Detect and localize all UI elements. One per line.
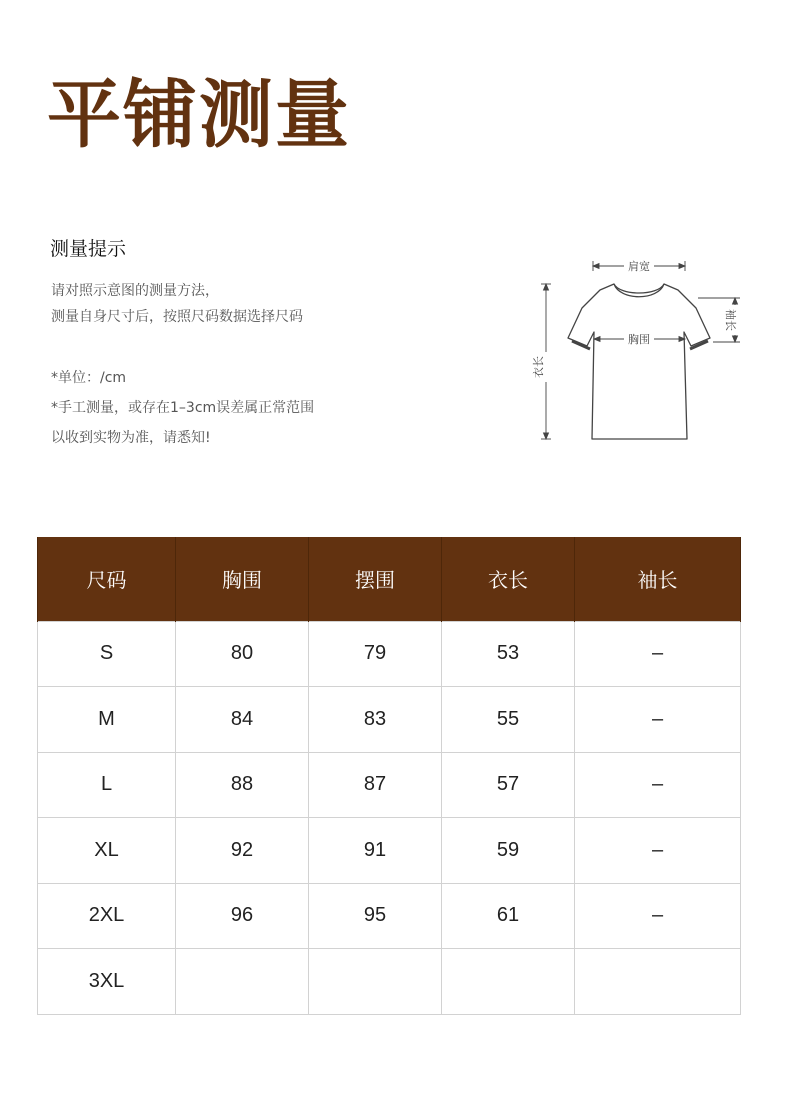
cell-hem: 95 <box>309 883 442 949</box>
cell-size: S <box>38 621 176 687</box>
size-table <box>37 537 741 1015</box>
cell-length: 53 <box>442 621 575 687</box>
cell-chest: 84 <box>176 687 309 753</box>
header-sleeve: 袖长 <box>575 537 741 621</box>
cell-length: 55 <box>442 687 575 753</box>
cell-sleeve: – <box>575 621 741 687</box>
tshirt-icon <box>568 284 710 439</box>
cell-length <box>442 949 575 1015</box>
length-label: 衣长 <box>532 356 545 378</box>
cell-chest <box>176 949 309 1015</box>
cell-size: L <box>38 752 176 818</box>
sleeve-label: 袖长 <box>724 309 737 331</box>
cell-sleeve: – <box>575 752 741 818</box>
error-note: *手工测量，或存在1–3cm误差属正常范围 <box>51 400 315 416</box>
cell-chest: 88 <box>176 752 309 818</box>
header-length: 衣长 <box>442 537 575 621</box>
confirm-note: 以收到实物为准，请悉知! <box>51 430 211 446</box>
cell-chest: 92 <box>176 818 309 884</box>
cell-hem: 91 <box>309 818 442 884</box>
tip-line-1: 请对照示意图的测量方法， <box>51 283 219 299</box>
cell-hem: 83 <box>309 687 442 753</box>
cell-length: 61 <box>442 883 575 949</box>
cell-length: 59 <box>442 818 575 884</box>
header-size: 尺码 <box>38 537 176 621</box>
cell-hem: 79 <box>309 621 442 687</box>
shoulder-label: 肩宽 <box>628 260 650 273</box>
cell-chest: 80 <box>176 621 309 687</box>
tip-line-2: 测量自身尺寸后，按照尺码数据选择尺码 <box>51 309 303 325</box>
cell-sleeve: – <box>575 687 741 753</box>
cell-sleeve <box>575 949 741 1015</box>
cell-size: 3XL <box>38 949 176 1015</box>
header-hem: 摆围 <box>309 537 442 621</box>
table-row <box>38 818 741 884</box>
table-row <box>38 621 741 687</box>
table-row <box>38 687 741 753</box>
cell-size: 2XL <box>38 883 176 949</box>
cell-size: M <box>38 687 176 753</box>
chest-label: 胸围 <box>628 333 650 346</box>
cell-hem: 87 <box>309 752 442 818</box>
header-chest: 胸围 <box>176 537 309 621</box>
table-row <box>38 883 741 949</box>
table-row <box>38 949 741 1015</box>
unit-note: *单位：/cm <box>51 370 127 386</box>
cell-chest: 96 <box>176 883 309 949</box>
cell-length: 57 <box>442 752 575 818</box>
cell-sleeve: – <box>575 818 741 884</box>
cell-size: XL <box>38 818 176 884</box>
cell-hem <box>309 949 442 1015</box>
page-title: 平铺测量 <box>47 72 351 158</box>
tips-heading: 测量提示 <box>50 238 127 260</box>
tshirt-measure-diagram <box>530 252 750 452</box>
table-row <box>38 752 741 818</box>
table-header-row <box>38 537 741 621</box>
cell-sleeve: – <box>575 883 741 949</box>
